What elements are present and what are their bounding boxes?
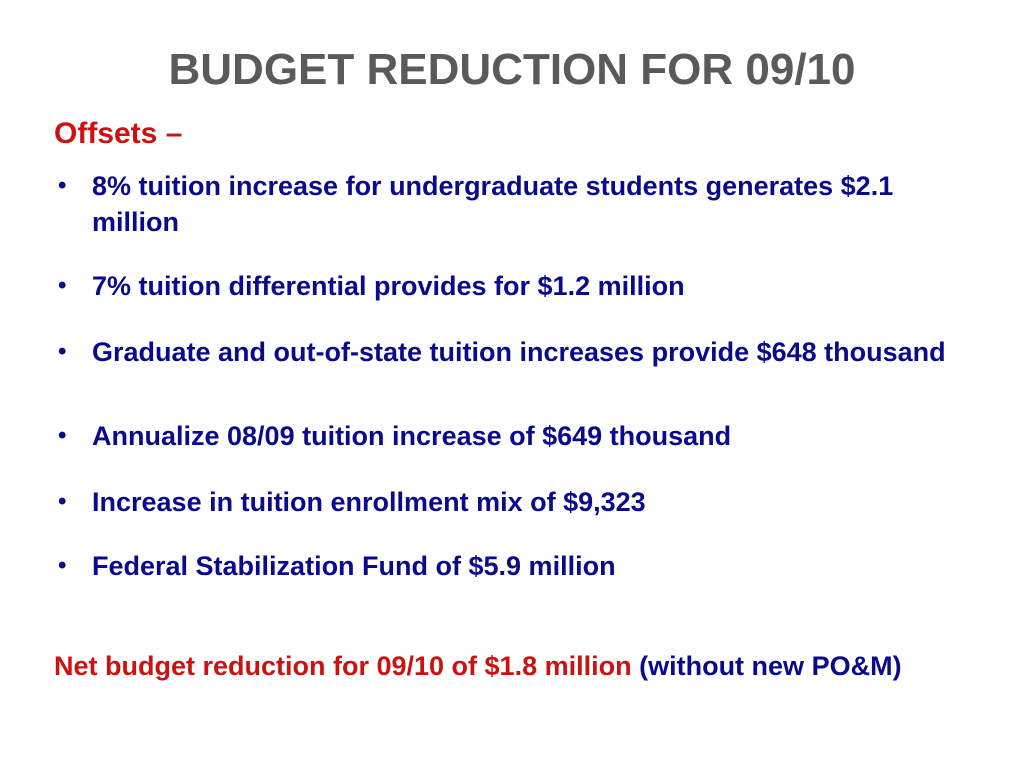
bullet-text: 7% tuition differential provides for $1.2 million [92,271,685,301]
list-item [54,268,954,304]
bullet-text: Graduate and out-of-state tuition increases provide $648 thousand [92,337,946,367]
net-reduction-statement [54,648,992,684]
bullet-dot-icon: • [58,422,67,449]
list-item [54,168,954,240]
bullet-text: Annualize 08/09 tuition increase of $649 thousand [92,421,732,451]
offsets-heading: Offsets – [54,117,183,150]
bullet-dot-icon: • [58,488,67,515]
bullet-text: Increase in tuition enrollment mix of $9,323 [92,487,646,517]
list-item [54,548,954,584]
bullet-dot-icon: • [58,338,67,365]
net-reduction-highlight: Net budget reduction for 09/10 of $1.8 million [54,651,632,681]
slide-title: BUDGET REDUCTION FOR 09/10 [168,45,856,94]
list-item [54,418,954,454]
list-item [54,334,954,370]
bullet-text: Federal Stabilization Fund of $5.9 million [92,551,616,581]
bullet-dot-icon: • [58,552,67,579]
list-item [54,484,954,520]
bullet-dot-icon: • [58,172,67,199]
bullet-text: 8% tuition increase for undergraduate students generates $2.1 million [92,171,894,237]
bullet-dot-icon: • [58,272,67,299]
net-reduction-note: (without new PO&M) [631,651,902,681]
